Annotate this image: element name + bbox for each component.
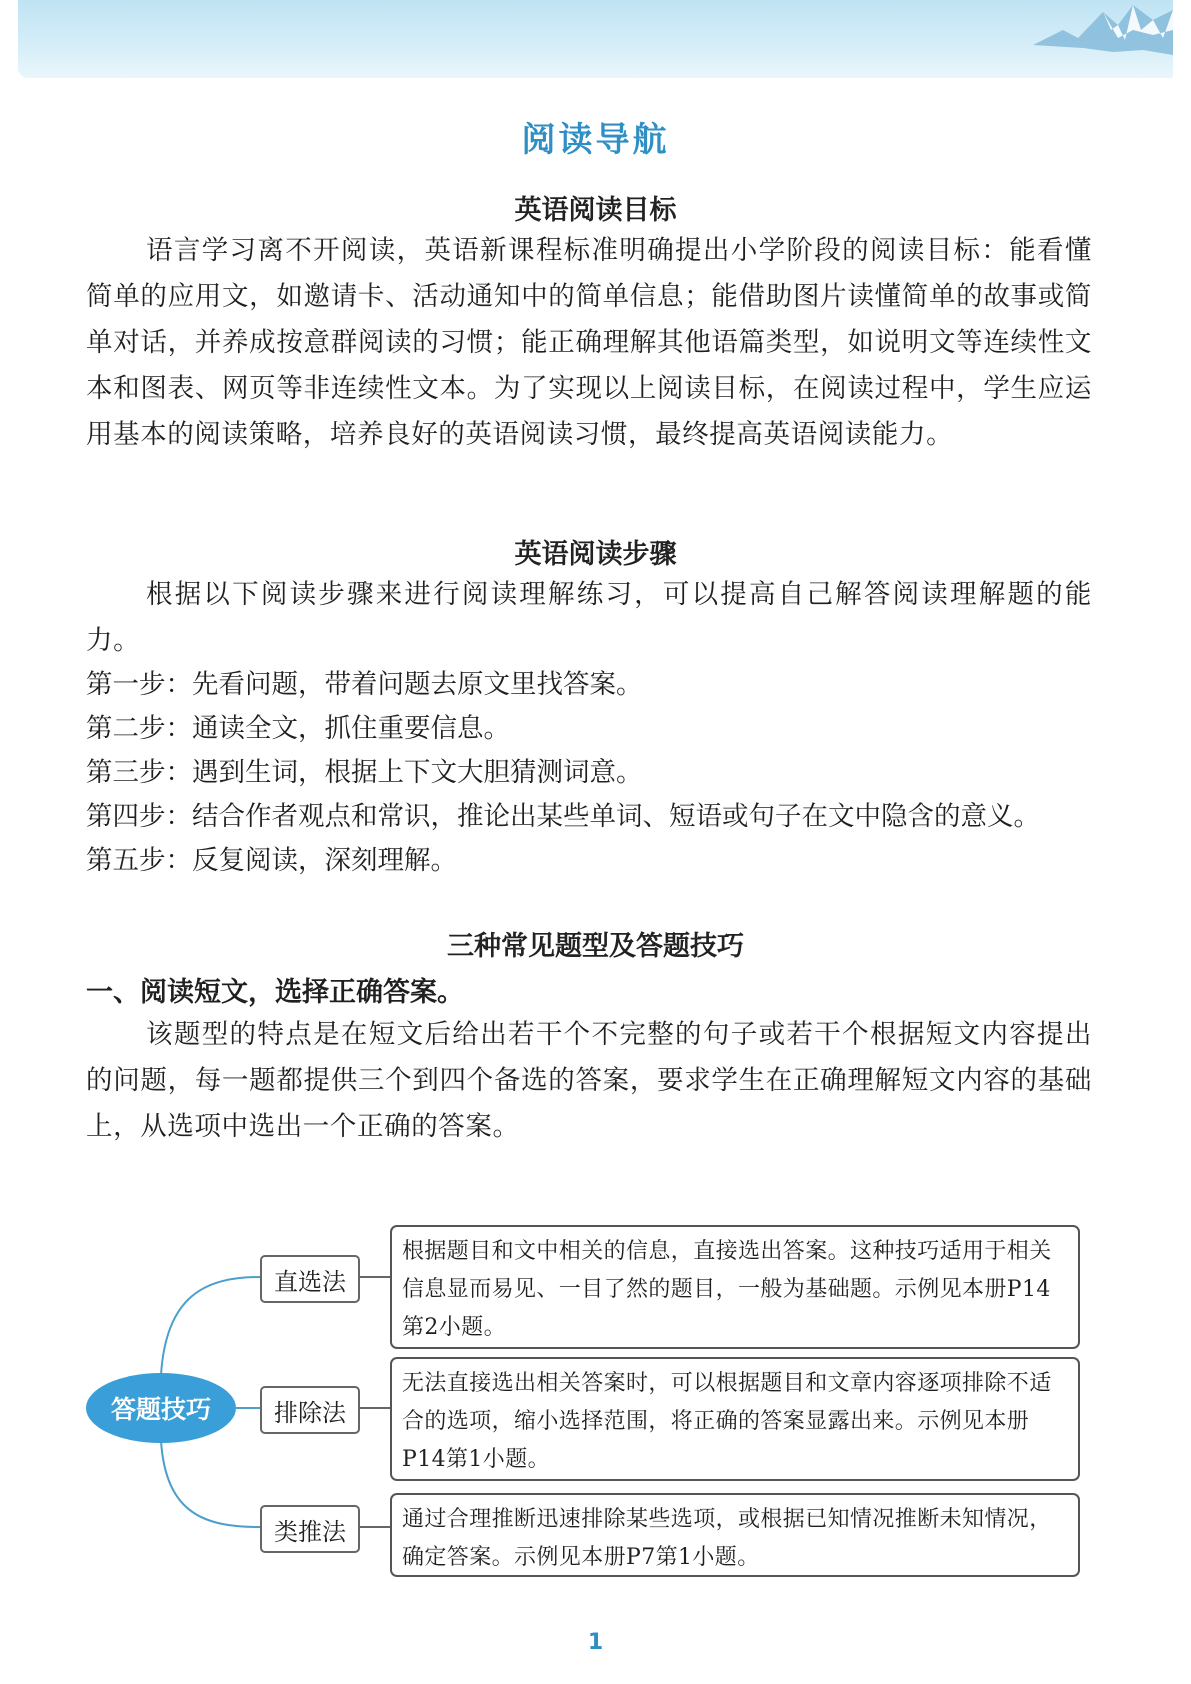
step-3: 第三步：遇到生词，根据上下文大胆猜测词意。: [86, 757, 643, 788]
steps-intro: 根据以下阅读步骤来进行阅读理解练习，可以提高自己解答阅读理解题的能力。: [86, 579, 1092, 656]
header-banner: [18, 0, 1173, 78]
section-title-question-types: 三种常见题型及答题技巧: [447, 931, 744, 962]
page-title: 阅读导航: [521, 120, 670, 160]
step-5: 第五步：反复阅读，深刻理解。: [86, 845, 457, 876]
question-type-1-title: 一、阅读短文，选择正确答案。: [86, 977, 464, 1008]
method-elimination-description: 无法直接选出相关答案时，可以根据题目和文章内容逐项排除不适合的选项，缩小选择范围，将正确的答案显露出来。示例见本册P14第1小题。: [390, 1357, 1080, 1481]
goals-paragraph: 语言学习离不开阅读，英语新课程标准明确提出小学阶段的阅读目标：能看懂简单的应用文，如邀请卡、活动通知中的简单信息；能借助图片读懂简单的故事或简单对话，并养成按意群阅读的习惯；能正确理解其他语篇类型，如说明文等连续性文本和图表、网页等非连续性文本。为了实现以上阅读目标，在阅读过程中，学生应运用基本的阅读策略，培养良好的英语阅读习惯，最终提高英语阅读能力。: [86, 235, 1092, 450]
question-type-1-description: 该题型的特点是在短文后给出若干个不完整的句子或若干个根据短文内容提出的问题，每一题都提供三个到四个备选的答案，要求学生在正确理解短文内容的基础上，从选项中选出一个正确的答案。: [86, 1019, 1092, 1142]
method-direct-selection: 直选法: [260, 1255, 360, 1303]
step-4: 第四步：结合作者观点和常识，推论出某些单词、短语或句子在文中隐含的意义。: [86, 801, 1040, 832]
method-direct-selection-description: 根据题目和文中相关的信息，直接选出答案。这种技巧适用于相关信息显而易见、一目了然的题目，一般为基础题。示例见本册P14第2小题。: [390, 1225, 1080, 1349]
method-analogy: 类推法: [260, 1505, 360, 1553]
mindmap-center-node: 答题技巧: [86, 1373, 236, 1443]
method-elimination: 排除法: [260, 1386, 360, 1434]
step-1: 第一步：先看问题，带着问题去原文里找答案。: [86, 669, 643, 700]
section-title-steps: 英语阅读步骤: [514, 539, 677, 570]
section-title-goals: 英语阅读目标: [514, 195, 677, 226]
snow-mountain-decoration: [1023, 0, 1173, 70]
page-number: 1: [587, 1630, 604, 1655]
answer-skills-mindmap: [86, 1235, 1096, 1615]
step-2: 第二步：通读全文，抓住重要信息。: [86, 713, 510, 744]
method-analogy-description: 通过合理推断迅速排除某些选项，或根据已知情况推断未知情况，确定答案。示例见本册P7第1小题。: [390, 1493, 1080, 1577]
